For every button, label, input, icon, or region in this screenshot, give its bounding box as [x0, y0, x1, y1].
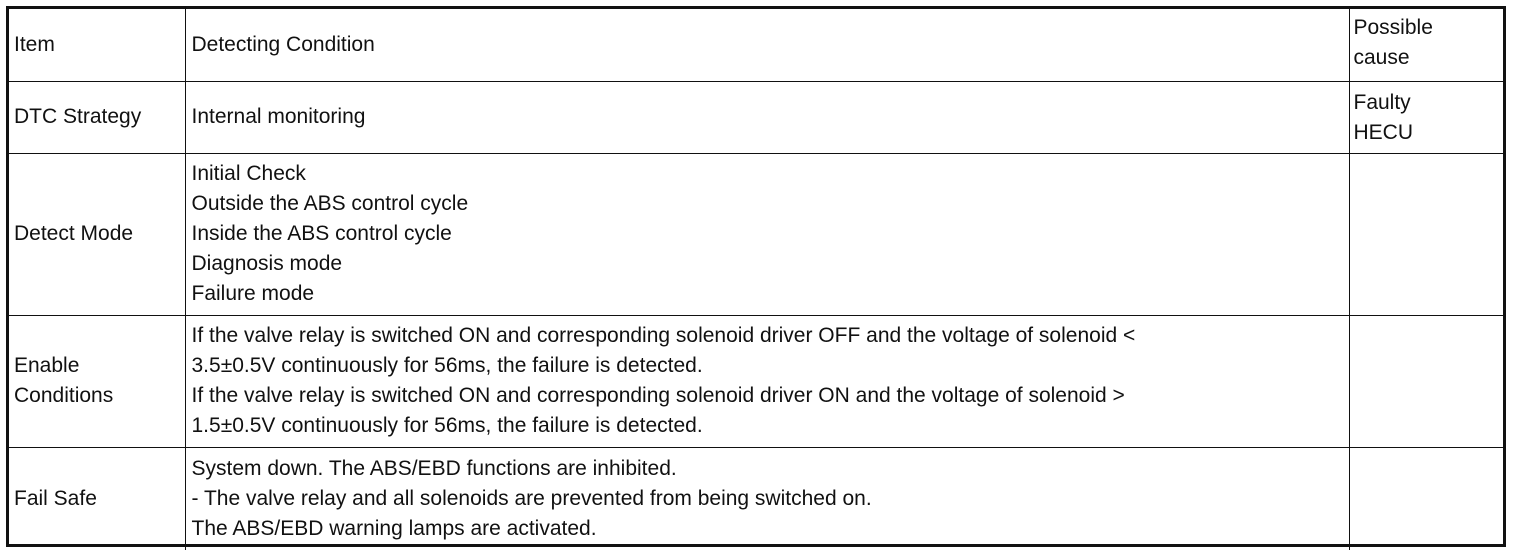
- table-row: [9, 81, 1503, 153]
- cause-cell: [1349, 81, 1503, 153]
- item-cell: [9, 447, 185, 550]
- header-cause-label-1: Possible: [1353, 16, 1433, 39]
- condition-line: Failure mode: [191, 282, 315, 305]
- cause-line: Faulty: [1353, 90, 1411, 114]
- dtc-detail-table: [9, 9, 1503, 550]
- condition-line: If the valve relay is switched ON and corresponding solenoid driver OFF and the voltage of solenoid <: [191, 324, 1136, 347]
- item-cell: [9, 315, 185, 447]
- condition-line: Internal monitoring: [191, 105, 366, 128]
- condition-cell: [185, 447, 1349, 550]
- header-condition: [185, 9, 1349, 81]
- header-item-label: Item: [14, 32, 55, 56]
- cause-cell: [1349, 153, 1503, 315]
- header-condition-label: Detecting Condition: [191, 32, 375, 56]
- cause-line: HECU: [1353, 120, 1414, 144]
- table-row: [9, 153, 1503, 315]
- dtc-table-frame: [6, 6, 1506, 547]
- table-header-row: [9, 9, 1503, 81]
- header-cause-label-2: cause: [1353, 46, 1410, 69]
- condition-line: Inside the ABS control cycle: [191, 222, 452, 245]
- item-cell: [9, 153, 185, 315]
- table-row: [9, 315, 1503, 447]
- condition-line: 1.5±0.5V continuously for 56ms, the failure is detected.: [191, 414, 703, 437]
- item-label: DTC Strategy: [14, 105, 142, 128]
- condition-line: System down. The ABS/EBD functions are inhibited.: [191, 456, 677, 480]
- condition-line: Diagnosis mode: [191, 252, 343, 275]
- item-label: Enable: [14, 354, 80, 377]
- condition-line: The ABS/EBD warning lamps are activated.: [191, 516, 597, 540]
- condition-line: 3.5±0.5V continuously for 56ms, the failure is detected.: [191, 354, 703, 377]
- condition-line: Outside the ABS control cycle: [191, 192, 469, 215]
- condition-cell: [185, 153, 1349, 315]
- header-cause: [1349, 9, 1503, 81]
- condition-cell: [185, 81, 1349, 153]
- condition-line: - The valve relay and all solenoids are prevented from being switched on.: [191, 486, 872, 510]
- cause-cell: [1349, 447, 1503, 550]
- table-row: [9, 447, 1503, 550]
- item-cell: [9, 81, 185, 153]
- header-item: [9, 9, 185, 81]
- condition-cell: [185, 315, 1349, 447]
- condition-line: Initial Check: [191, 162, 306, 185]
- item-label: Detect Mode: [14, 222, 134, 245]
- cause-cell: [1349, 315, 1503, 447]
- item-label: Conditions: [14, 384, 114, 407]
- condition-line: If the valve relay is switched ON and corresponding solenoid driver ON and the voltage of solenoid >: [191, 384, 1125, 407]
- item-label: Fail Safe: [14, 486, 97, 510]
